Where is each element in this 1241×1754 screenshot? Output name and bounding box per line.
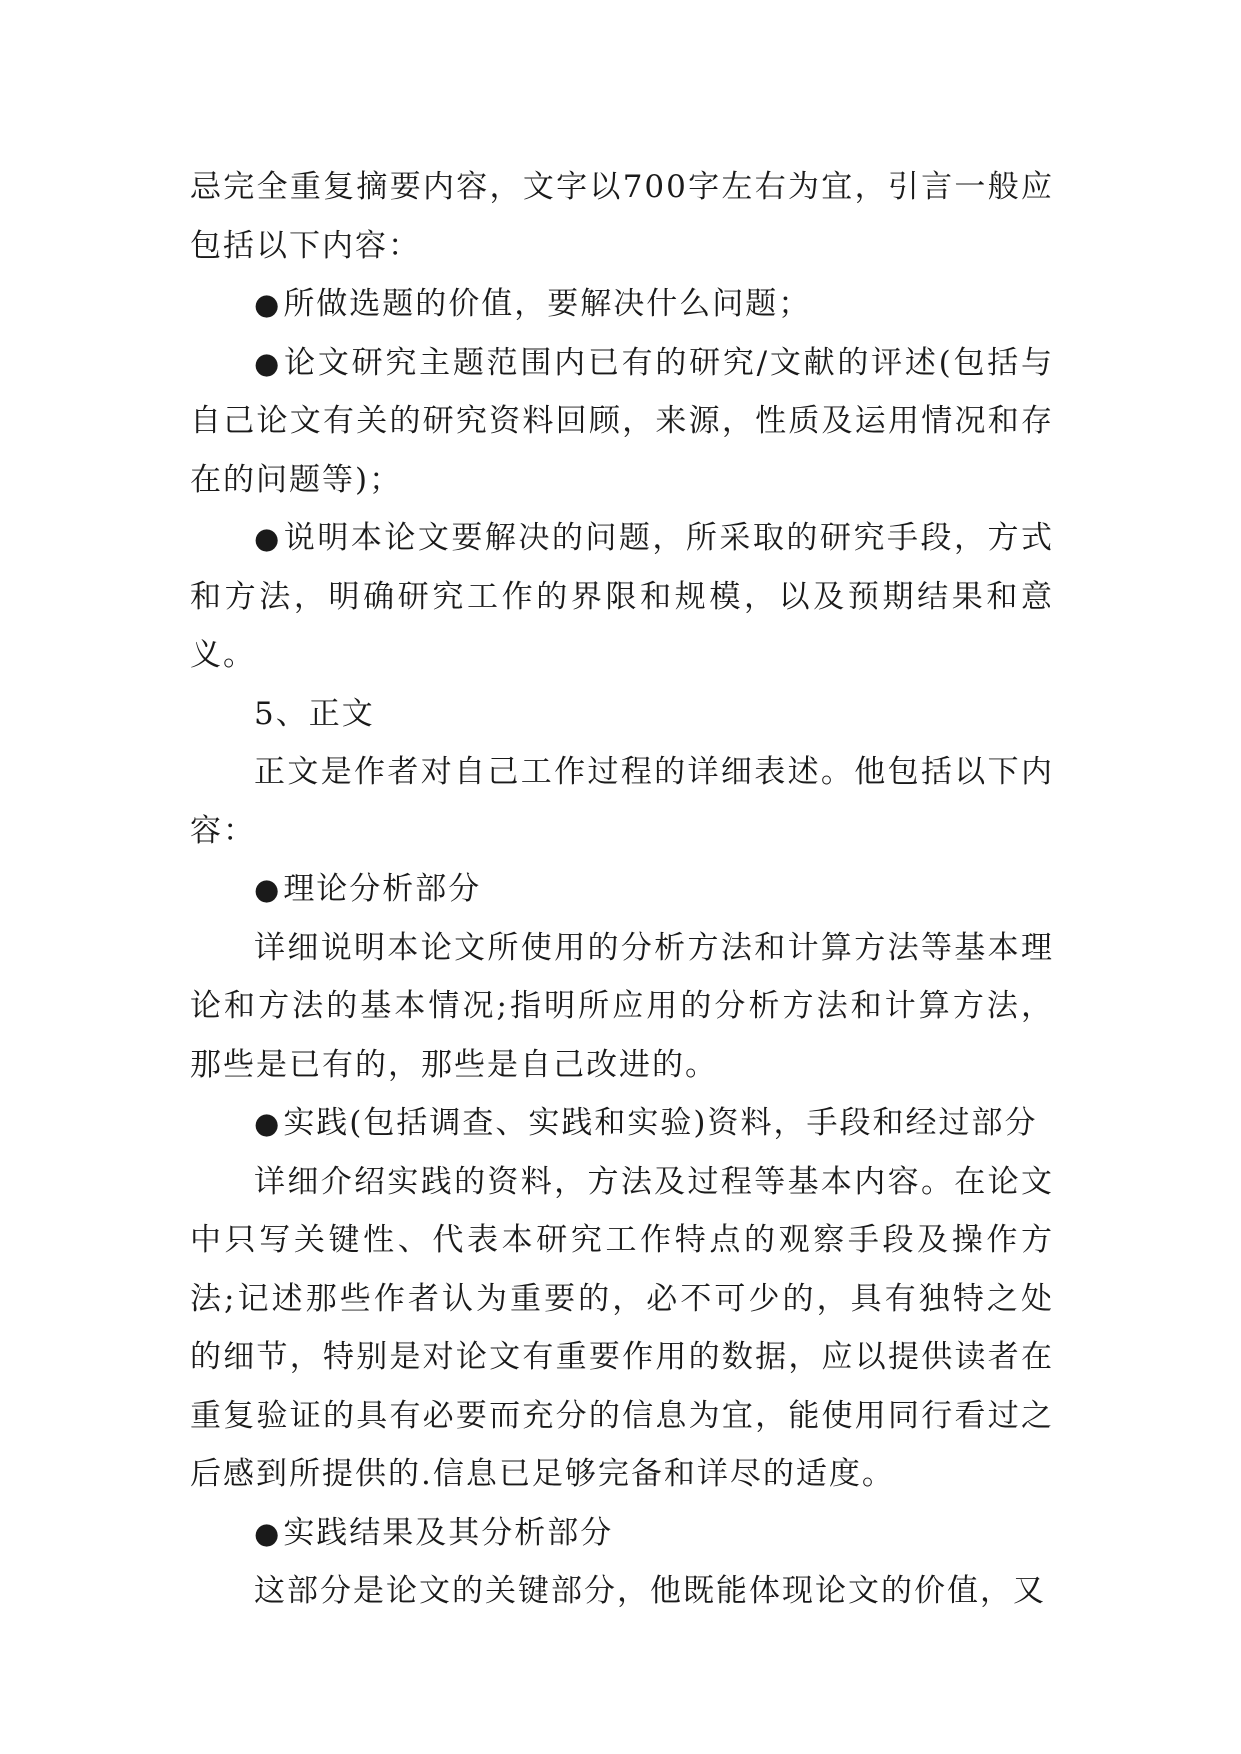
paragraph-main-text-intro: 正文是作者对自己工作过程的详细表述。他包括以下内容： [190,754,1054,849]
bullet-literature-review [190,334,1054,510]
bullet-text: 实践结果及其分析部分 [283,1514,614,1551]
bullet-text: 说明本论文要解决的问题，所采取的研究手段，方式和方法，明确研究工作的界限和规模，以及预期结果和意义。 [190,520,1054,673]
bullet-practice-materials [190,1094,1054,1153]
bullet-results-analysis [190,1504,1054,1563]
document-body [190,158,1054,1621]
bullet-icon: ● [254,521,282,555]
paragraph-intro-continuation: 忌完全重复摘要内容，文字以700字左右为宜，引言一般应包括以下内容： [190,169,1054,264]
paragraph-results-details: 这部分是论文的关键部分，他既能体现论文的价值，又 [254,1573,1046,1609]
bullet-icon: ● [254,345,283,380]
paragraph-practice-details: 详细介绍实践的资料，方法及过程等基本内容。在论文中只写关键性、代表本研究工作特点的观察手段及操作方法;记述那些作者认为重要的，必不可少的，具有独特之处的细节，特别是对论文有重要作用的数据，应以提供读者在重复验证的具有必要而充分的信息为宜，能使用同行看过之后感到所提供的.信息已足够完备和详尽的适度。 [190,1163,1054,1492]
bullet-icon: ● [254,1515,282,1550]
bullet-icon: ● [254,287,282,321]
bullet-research-methods [190,509,1054,685]
bullet-text: 实践(包括调查、实践和实验)资料，手段和经过部分 [283,1105,1038,1141]
bullet-text: 理论分析部分 [283,871,482,907]
paragraph-theory-details: 详细说明本论文所使用的分析方法和计算方法等基本理论和方法的基本情况;指明所应用的分析方法和计算方法，那些是已有的，那些是自己改进的。 [190,929,1054,1083]
bullet-theory-analysis [190,860,1054,919]
bullet-text: 论文研究主题范围内已有的研究/文献的评述(包括与自己论文有关的研究资料回顾，来源，性质及运用情况和存在的问题等)； [190,344,1054,498]
bullet-icon: ● [254,872,282,906]
bullet-text: 所做选题的价值，要解决什么问题； [283,286,812,322]
section-heading-main-text: 5、正文 [254,695,375,732]
bullet-icon: ● [254,1106,282,1140]
bullet-topic-value [190,275,1054,334]
